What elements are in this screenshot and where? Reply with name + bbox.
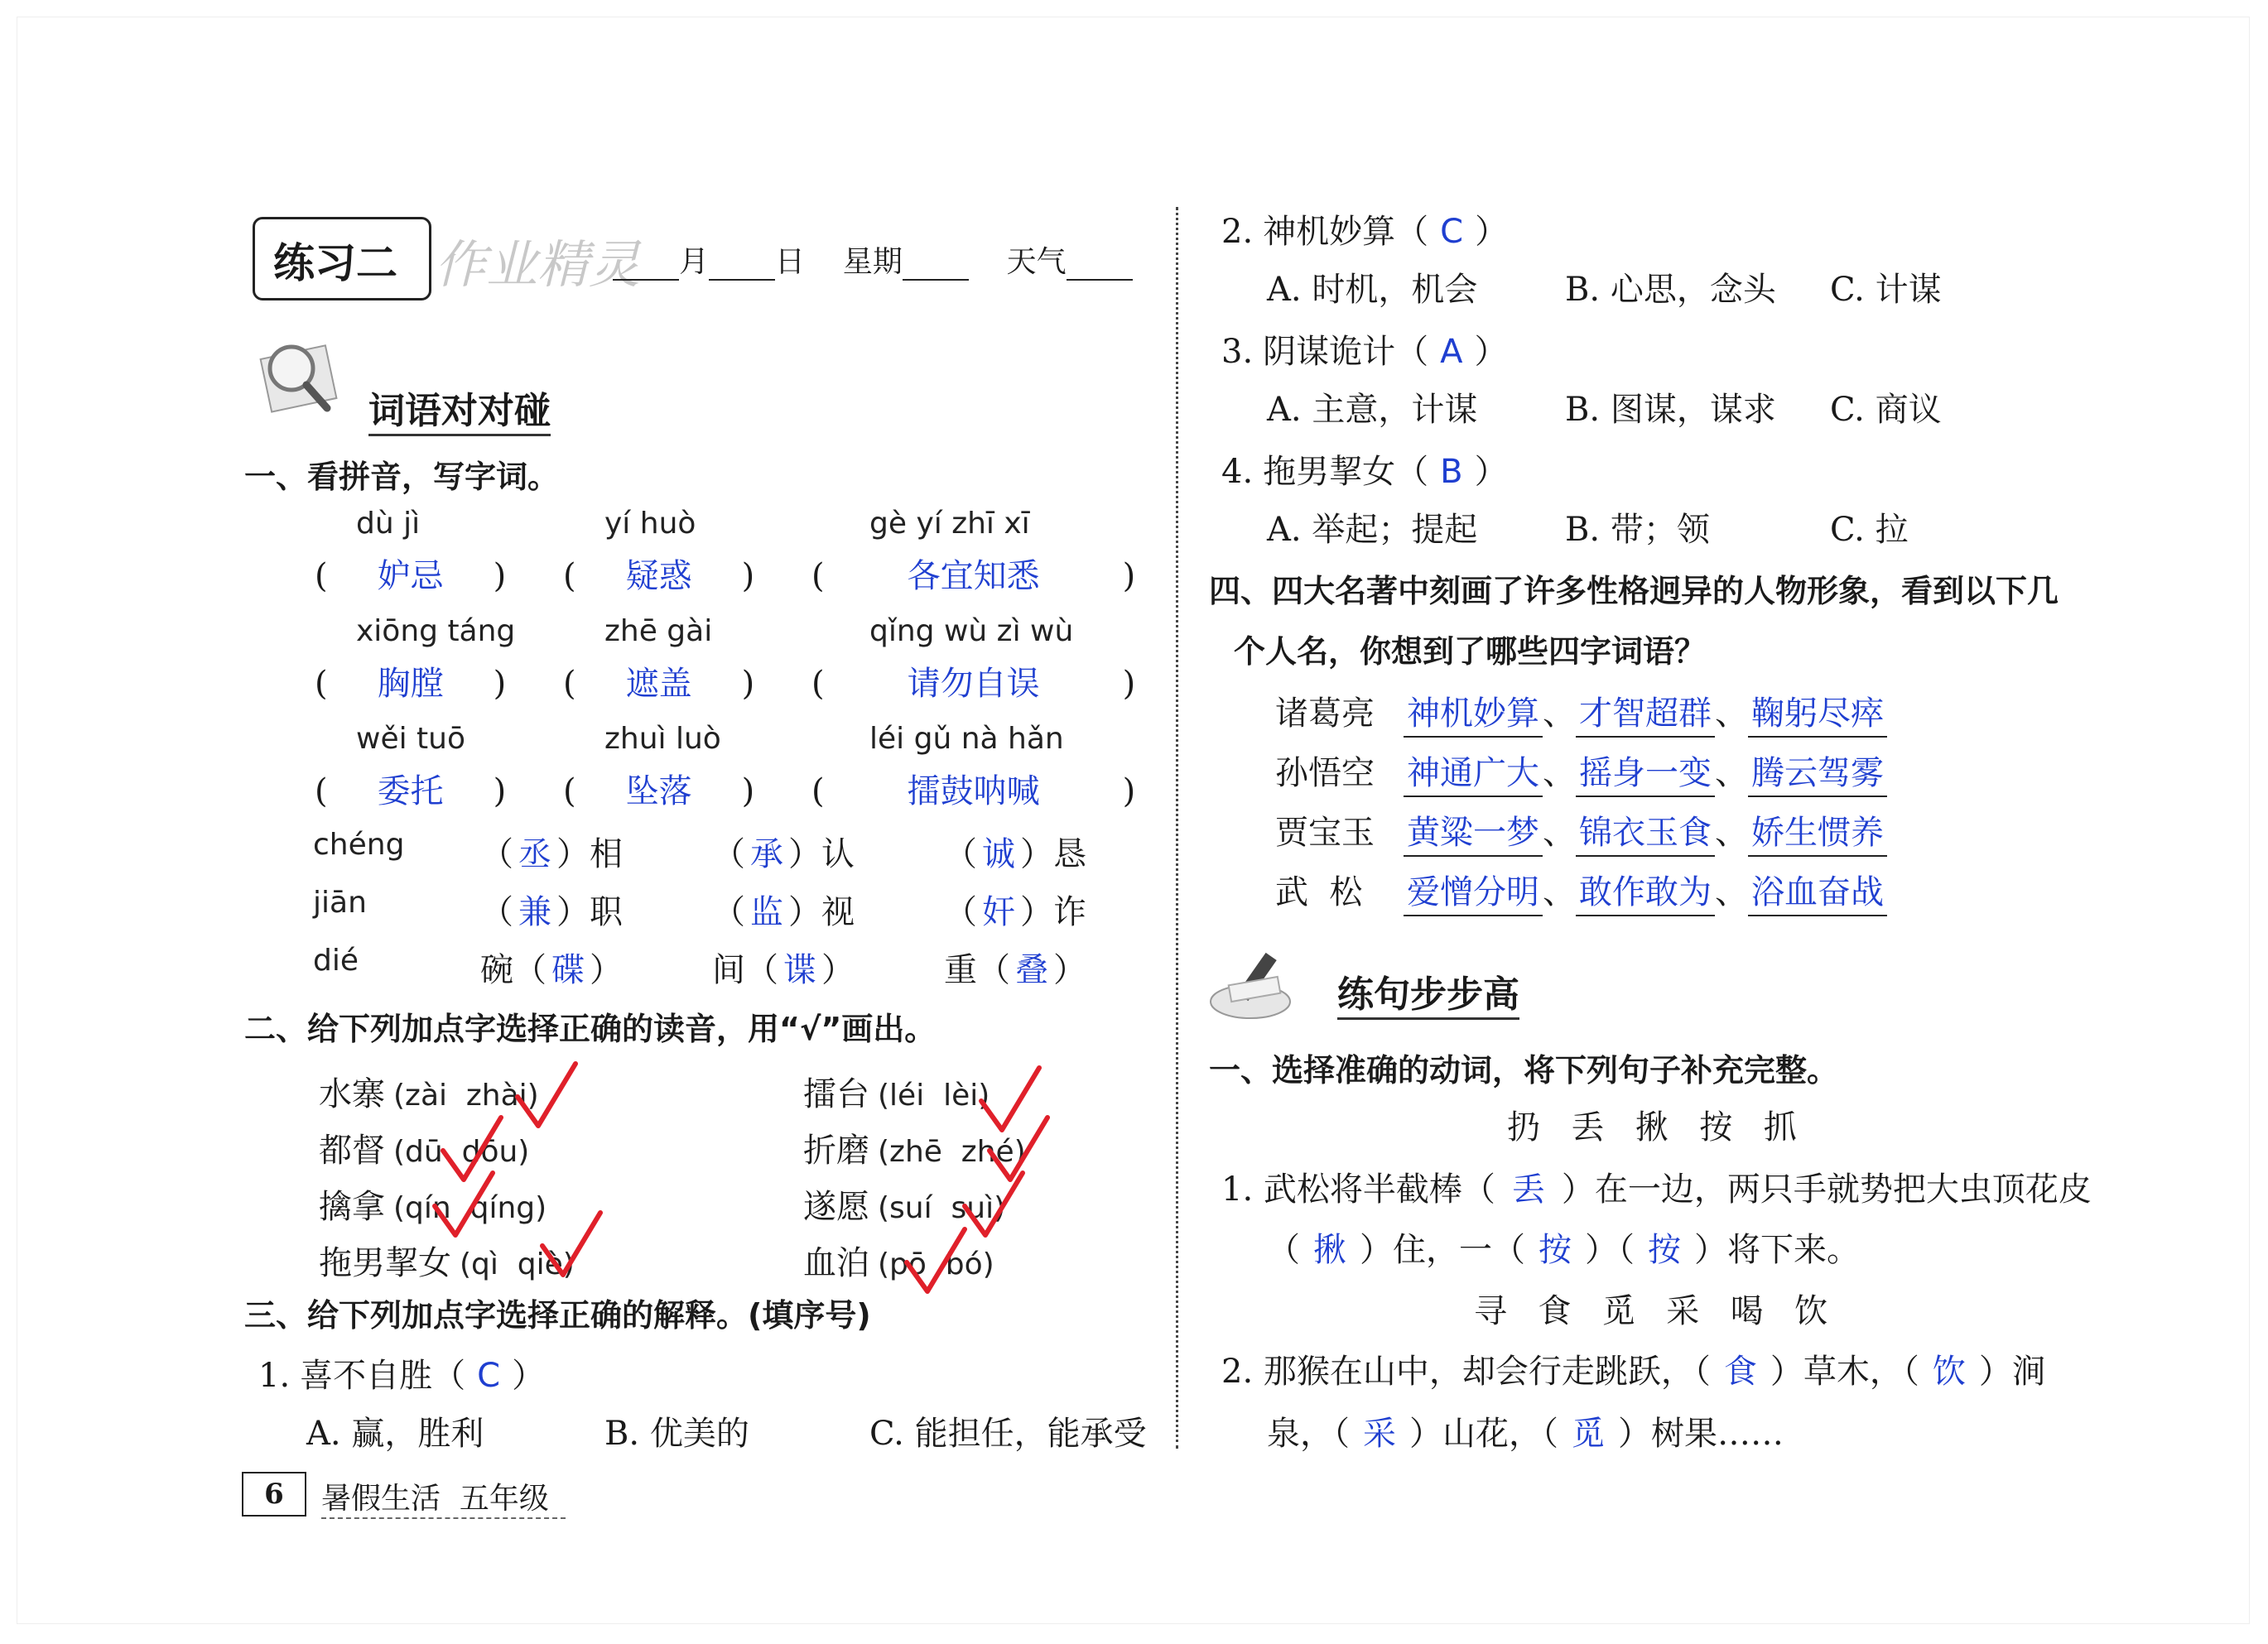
s1-answer-6: 饮 (1932, 1353, 1966, 1391)
reading-options: (suí suì) (878, 1191, 1006, 1225)
pinyin: zhē gài (604, 614, 713, 648)
word: 折磨 (803, 1132, 869, 1170)
meaning-question (258, 1349, 545, 1396)
bracket-open: ( (811, 557, 825, 595)
answer: 胸膛 (377, 665, 444, 703)
pinyin: chéng (313, 828, 405, 862)
s1-answer-4: 按 (1648, 1231, 1681, 1269)
bracket-close: ） (788, 835, 821, 873)
check-mark-icon (431, 1169, 497, 1243)
bracket-open: ( (563, 665, 576, 703)
answer: 请勿自误 (907, 665, 1040, 703)
pinyin: wěi tuō (356, 722, 465, 756)
answer-bracket (811, 765, 1192, 812)
bracket-close: ) (493, 557, 507, 595)
q2-heading: 二、给下列加点字选择正确的读音，用“√”画出。 (244, 1011, 937, 1047)
character-name: 武 松 (1275, 873, 1363, 911)
word: 拖男挈女 (1263, 453, 1396, 491)
separator: 、 (1715, 754, 1748, 792)
s1-line-4: 泉，（ 采 ）山花，（ 觅 ）树果…… (1267, 1415, 1784, 1453)
pinyin: yí huò (604, 507, 696, 541)
separator: 、 (1715, 873, 1748, 911)
word: 擂台 (803, 1075, 869, 1113)
word: 阴谋诡计 (1263, 333, 1396, 371)
q1-heading: 一、看拼音，写字词。 (244, 459, 560, 495)
meaning-option: C. 商议 (1830, 391, 1942, 429)
bracket-open: ( (563, 772, 576, 810)
s1-answer-3: 按 (1538, 1231, 1572, 1269)
character-name: 诸葛亮 (1275, 695, 1375, 733)
reading-options: (qín qíng) (393, 1191, 547, 1225)
poly-item (712, 886, 855, 933)
answer: 监 (750, 893, 783, 931)
reading-item (319, 1237, 575, 1284)
bracket-close: ) (1122, 557, 1136, 595)
meaning-option: C. 拉 (1830, 511, 1909, 549)
char: 认 (821, 835, 855, 873)
meaning-question (1221, 325, 1508, 373)
date-line: 月 日 星期 天气 (613, 238, 1133, 281)
bracket-open: （ (1395, 453, 1429, 491)
s1-heading: 一、选择准确的动词，将下列句子补充完整。 (1209, 1052, 1839, 1089)
answer-bracket (563, 657, 811, 704)
section-title-sentences: 练句步步高 (1337, 964, 1519, 1020)
meaning-option: A. 举起；提起 (1267, 511, 1478, 549)
pinyin: dié (313, 944, 359, 978)
char: 恳 (1053, 835, 1086, 873)
character-row (1275, 747, 1887, 797)
s1-answer-7: 采 (1363, 1415, 1396, 1453)
meaning-option: B. 优美的 (604, 1415, 749, 1453)
bracket-close: ) (741, 772, 755, 810)
answer: A (1440, 333, 1463, 371)
meaning-option: B. 带；领 (1565, 511, 1710, 549)
s1-verbs-1: 扔 丢 揪 按 抓 (1507, 1108, 1800, 1146)
answer: 各宜知悉 (907, 557, 1040, 595)
s1-answer-2: 揪 (1313, 1231, 1346, 1269)
meaning-option: A. 主意，计谋 (1267, 391, 1478, 429)
word: 水寨 (319, 1075, 385, 1113)
bracket-open: （ (480, 835, 513, 873)
bracket-open: ( (563, 557, 576, 595)
poly-item (712, 828, 855, 875)
idiom-answer: 腾云驾雾 (1748, 747, 1887, 797)
reading-item (803, 1068, 990, 1115)
bracket-close: ) (1122, 665, 1136, 703)
magnifier-icon (248, 335, 348, 418)
meaning-option: A. 赢，胜利 (306, 1415, 484, 1453)
bracket-open: （ (944, 893, 977, 931)
answer: 丞 (518, 835, 551, 873)
idiom-answer: 才智超群 (1576, 687, 1715, 738)
check-mark-icon (538, 1209, 604, 1283)
pinyin: jiān (313, 886, 367, 920)
answer: 承 (750, 835, 783, 873)
s1-answer-8: 觅 (1572, 1415, 1605, 1453)
separator: 、 (1543, 814, 1576, 852)
idiom-answer: 爱憎分明 (1404, 866, 1543, 916)
char: 重 (944, 951, 977, 989)
idiom-answer: 神机妙算 (1404, 687, 1543, 738)
bracket-open: （ (712, 835, 745, 873)
pinyin: dù jì (356, 507, 421, 541)
pinyin: qǐng wù zì wù (869, 614, 1074, 648)
bracket-close: ） (1474, 333, 1508, 371)
section-title-words: 词语对对碰 (368, 381, 551, 436)
poly-item (944, 944, 1086, 991)
poly-item (944, 886, 1086, 933)
bracket-close: ） (1053, 951, 1086, 989)
answer: 谍 (783, 951, 816, 989)
q4-heading-line1: 四、四大名著中刻画了许多性格迥异的人物形象，看到以下几 (1209, 573, 2059, 609)
answer: 遮盖 (625, 665, 692, 703)
bracket-close: ） (1020, 893, 1053, 931)
watermark: 作业精灵 (435, 234, 641, 295)
reading-options: (léi lèi) (878, 1079, 990, 1113)
book-name: 暑假生活 五年级 (321, 1475, 566, 1519)
char: 职 (590, 893, 623, 931)
poly-item (480, 828, 623, 875)
reading-options: (zhē zhé) (878, 1135, 1026, 1169)
answer: 碟 (551, 951, 585, 989)
meaning-option: B. 心思，念头 (1565, 271, 1776, 309)
bracket-close: ） (788, 893, 821, 931)
question-number: 4. (1221, 453, 1254, 491)
word: 遂愿 (803, 1188, 869, 1226)
bracket-close: ） (1020, 835, 1053, 873)
reading-options: (dū dōu) (393, 1135, 530, 1169)
answer-bracket (315, 550, 563, 597)
idiom-answer: 浴血奋战 (1748, 866, 1887, 916)
s1-line-1: 1. 武松将半截棒（ 丢 ）在一边，两只手就势把大虫顶花皮 (1221, 1171, 2092, 1209)
bracket-close: ） (1474, 453, 1508, 491)
q3-heading: 三、给下列加点字选择正确的解释。(填序号) (244, 1297, 871, 1334)
bracket-close: ) (493, 772, 507, 810)
q4-heading-line2: 个人名，你想到了哪些四字词语？ (1234, 633, 1707, 670)
column-divider (1176, 207, 1178, 1449)
separator: 、 (1543, 695, 1576, 733)
meaning-question (1221, 445, 1508, 493)
check-mark-icon (903, 1225, 969, 1300)
idiom-answer: 摇身一变 (1576, 747, 1715, 797)
separator: 、 (1543, 873, 1576, 911)
word: 神机妙算 (1263, 213, 1396, 251)
pinyin: xiōng táng (356, 614, 516, 648)
reading-options: (pō bó) (878, 1247, 994, 1281)
idiom-answer: 锦衣玉食 (1576, 806, 1715, 857)
bracket-close: ） (1475, 213, 1509, 251)
character-row (1275, 806, 1887, 857)
meaning-option: B. 图谋，谋求 (1565, 391, 1776, 429)
question-number: 1. (258, 1357, 291, 1395)
answer: 委托 (377, 772, 444, 810)
bracket-open: ( (811, 772, 825, 810)
bracket-open: （ (480, 893, 513, 931)
char: 碗 (480, 951, 513, 989)
bracket-close: ） (556, 835, 590, 873)
check-mark-icon (513, 1060, 580, 1134)
bracket-close: ) (741, 557, 755, 595)
separator: 、 (1715, 814, 1748, 852)
meaning-option: C. 计谋 (1830, 271, 1942, 309)
s1-answer-5: 食 (1723, 1353, 1757, 1391)
question-number: 3. (1221, 333, 1254, 371)
word: 喜不自胜 (300, 1357, 433, 1395)
s1-line-2: （ 揪 ）住，一（ 按 ）（ 按 ）将下来。 (1267, 1231, 1860, 1269)
answer-bracket (563, 550, 811, 597)
answer: 诚 (982, 835, 1015, 873)
bracket-close: ） (590, 951, 623, 989)
bracket-close: ） (556, 893, 590, 931)
bracket-open: （ (1395, 213, 1429, 251)
answer: C (477, 1357, 501, 1395)
page-number: 6 (242, 1472, 306, 1517)
character-name: 孙悟空 (1275, 754, 1375, 792)
meaning-option: C. 能担任，能承受 (869, 1415, 1147, 1453)
page-title: 练习二 (273, 239, 397, 287)
answer: B (1440, 453, 1463, 491)
answer: 兼 (518, 893, 551, 931)
word: 都督 (319, 1132, 385, 1170)
answer-bracket (315, 765, 563, 812)
pen-icon (1205, 944, 1304, 1026)
bracket-close: ） (512, 1357, 546, 1395)
bracket-open: （ (712, 893, 745, 931)
bracket-open: （ (432, 1357, 466, 1395)
bracket-open: （ (745, 951, 778, 989)
idiom-answer: 神通广大 (1404, 747, 1543, 797)
word: 血泊 (803, 1244, 869, 1282)
bracket-close: ) (1122, 772, 1136, 810)
poly-item (944, 828, 1086, 875)
meaning-question (1221, 205, 1508, 252)
bracket-close: ) (741, 665, 755, 703)
character-row (1275, 866, 1887, 916)
answer: 奸 (982, 893, 1015, 931)
bracket-open: ( (315, 665, 328, 703)
s1-verbs-2: 寻 食 觅 采 喝 饮 (1474, 1292, 1832, 1330)
bracket-open: ( (811, 665, 825, 703)
word: 拖男挈女 (319, 1244, 451, 1282)
answer-bracket (315, 657, 563, 704)
bracket-open: ( (315, 557, 328, 595)
check-mark-icon (961, 1169, 1027, 1243)
poly-item (480, 944, 623, 991)
reading-options: (zài zhài) (393, 1079, 539, 1113)
pinyin: zhuì luò (604, 722, 721, 756)
pinyin: gè yí zhī xī (869, 507, 1030, 541)
separator: 、 (1543, 754, 1576, 792)
pinyin: léi gǔ nà hǎn (869, 722, 1064, 756)
answer: 疑惑 (625, 557, 692, 595)
answer: 擂鼓呐喊 (907, 772, 1040, 810)
bracket-open: （ (977, 951, 1010, 989)
separator: 、 (1715, 695, 1748, 733)
reading-item (319, 1068, 539, 1115)
answer-bracket (563, 765, 811, 812)
idiom-answer: 敢作敢为 (1576, 866, 1715, 916)
idiom-answer: 黄粱一梦 (1404, 806, 1543, 857)
s1-line-3: 2. 那猴在山中，却会行走跳跃，（ 食 ）草木，（ 饮 ）涧 (1221, 1353, 2045, 1391)
reading-options: (qì qiè) (460, 1247, 575, 1281)
answer-bracket (811, 657, 1192, 704)
idiom-answer: 鞠躬尽瘁 (1748, 687, 1887, 738)
answer: C (1440, 213, 1464, 251)
bracket-open: （ (1395, 333, 1429, 371)
bracket-close: ） (821, 951, 855, 989)
bracket-open: ( (315, 772, 328, 810)
answer: 叠 (1015, 951, 1048, 989)
idiom-answer: 娇生惯养 (1748, 806, 1887, 857)
answer: 妒忌 (377, 557, 444, 595)
poly-item (712, 944, 855, 991)
char: 相 (590, 835, 623, 873)
answer-bracket (811, 550, 1192, 597)
bracket-open: （ (944, 835, 977, 873)
character-row (1275, 687, 1887, 738)
poly-item (480, 886, 623, 933)
char: 间 (712, 951, 745, 989)
char: 视 (821, 893, 855, 931)
char: 诈 (1053, 893, 1086, 931)
question-number: 2. (1221, 213, 1254, 251)
word: 擒拿 (319, 1188, 385, 1226)
bracket-open: （ (513, 951, 547, 989)
character-name: 贾宝玉 (1275, 814, 1375, 852)
answer: 坠落 (625, 772, 692, 810)
s1-answer-1: 丢 (1511, 1171, 1545, 1209)
meaning-option: A. 时机，机会 (1267, 271, 1478, 309)
bracket-close: ) (493, 665, 507, 703)
